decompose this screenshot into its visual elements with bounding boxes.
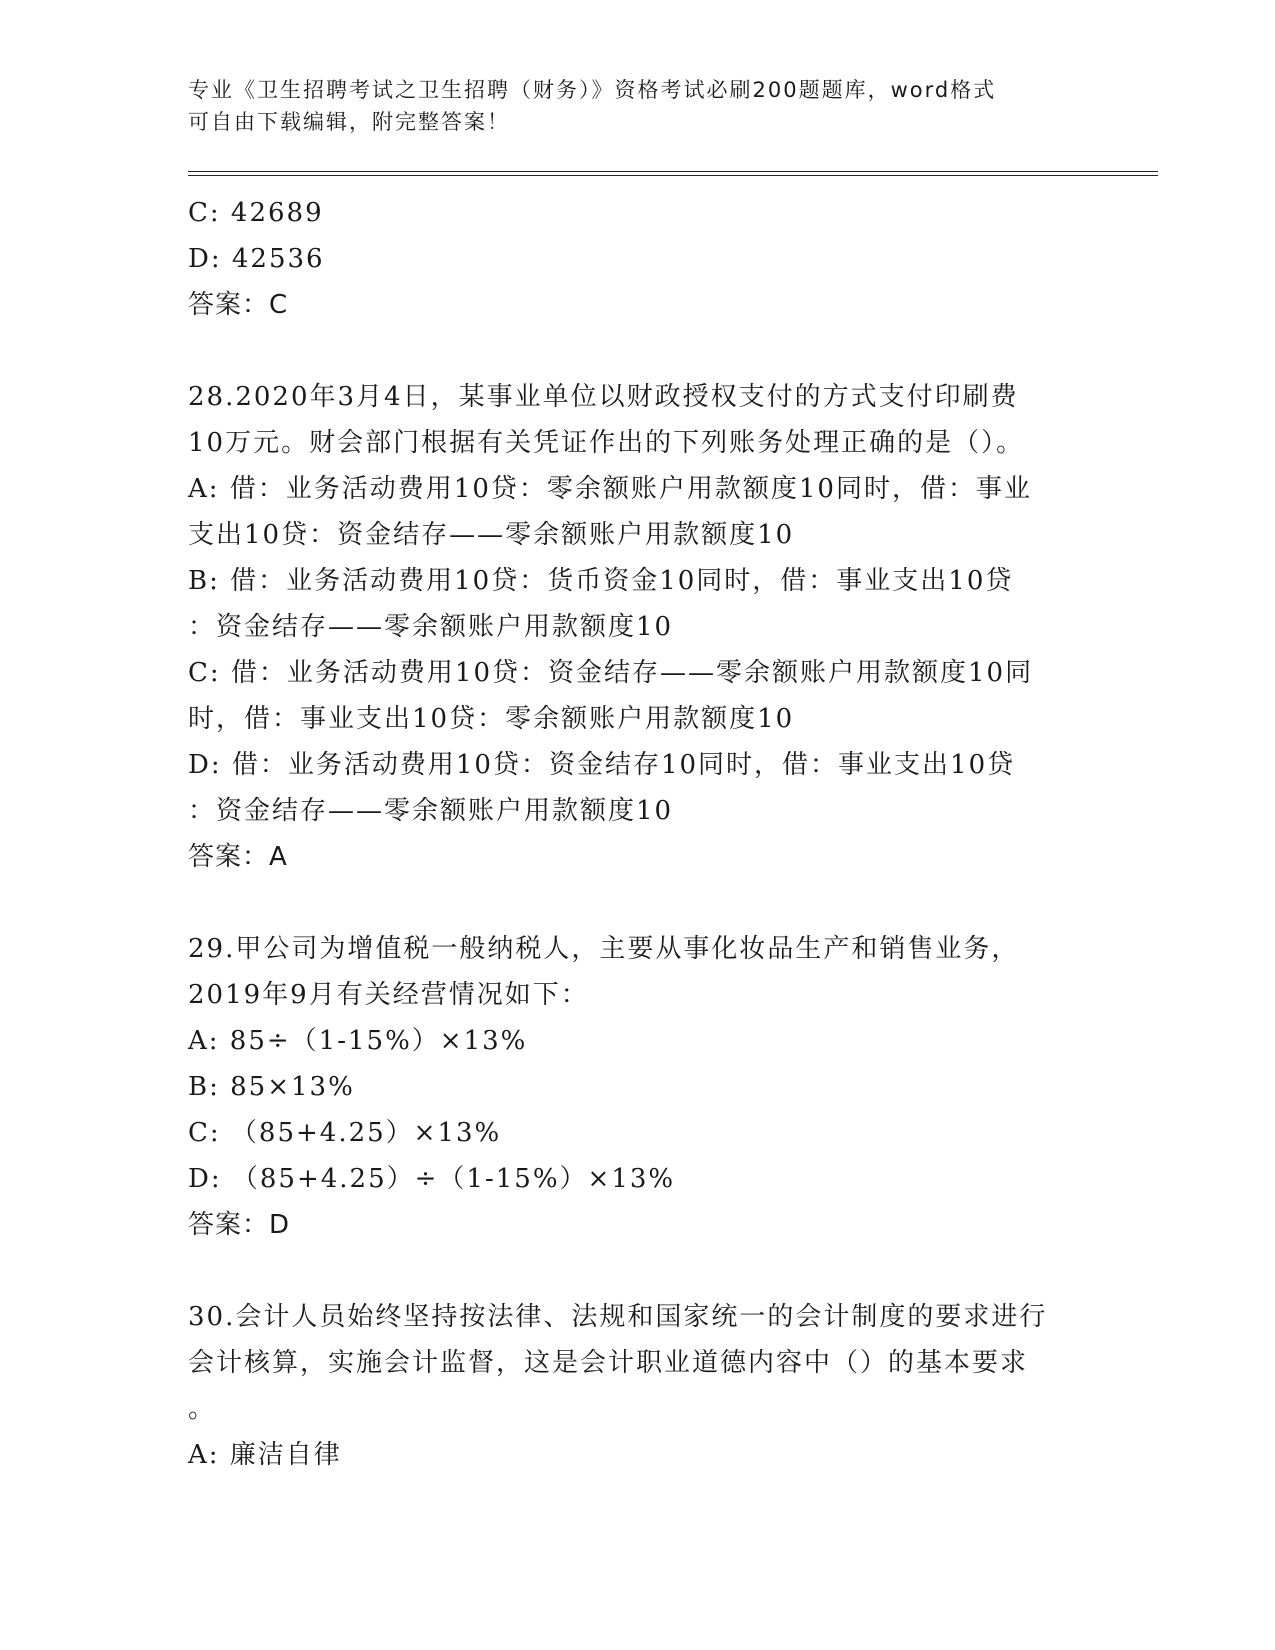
option-c: C: 借：业务活动费用10贷：资金结存——零余额账户用款额度10同 [188,658,1034,688]
option-c: C: 42689 [188,198,324,228]
option-a: A: 廉洁自律 [188,1440,342,1470]
answer-line: 答案：A [188,842,288,872]
header-title-line-1: 专业《卫生招聘考试之卫生招聘（财务）》资格考试必刷200题题库，word格式 [188,78,997,102]
question-stem: 30.会计人员始终坚持按法律、法规和国家统一的会计制度的要求进行 [188,1302,1048,1332]
answer-line: 答案：C [188,290,289,320]
header-divider-bottom [188,175,1158,176]
option-b: B: 借：业务活动费用10贷：货币资金10同时，借：事业支出10贷 [188,566,1014,596]
question-stem: 10万元。财会部门根据有关凭证作出的下列账务处理正确的是（）。 [188,428,1025,458]
option-d: D: 借：业务活动费用10贷：资金结存10同时，借：事业支出10贷 [188,750,1016,780]
page-header [188,74,1088,138]
question-30 [188,1294,1088,1478]
question-29 [188,926,1088,1248]
question-28 [188,374,1088,880]
spacer [188,880,1088,926]
question-stem: 会计核算，实施会计监督，这是会计职业道德内容中（）的基本要求 [188,1348,1029,1378]
option-c-continued: 时，借：事业支出10贷：零余额账户用款额度10 [188,704,795,734]
option-a: A: 借：业务活动费用10贷：零余额账户用款额度10同时，借：事业 [188,474,1032,504]
question-stem: 28.2020年3月4日，某事业单位以财政授权支付的方式支付印刷费 [188,382,1019,412]
question-stem: 。 [188,1394,217,1424]
answer-line: 答案：D [188,1210,291,1240]
question-stem: 29.甲公司为增值税一般纳税人，主要从事化妆品生产和销售业务， [188,934,1020,964]
spacer [188,328,1088,374]
header-divider-top [188,171,1158,172]
option-d-continued: ：资金结存——零余额账户用款额度10 [188,796,674,826]
option-b: B: 85×13% [188,1072,355,1102]
spacer [188,1248,1088,1294]
option-a: A: 85÷（1-15%）×13% [188,1026,528,1056]
document-body [188,190,1088,1478]
question-stem: 2019年9月有关经营情况如下： [188,980,589,1010]
header-title-line-2: 可自由下载编辑，附完整答案！ [188,110,510,134]
question-27-tail [188,190,1088,328]
option-a-continued: 支出10贷：资金结存——零余额账户用款额度10 [188,520,795,550]
option-c: C: （85+4.25）×13% [188,1118,502,1148]
option-d: D: 42536 [188,244,325,274]
option-b-continued: ：资金结存——零余额账户用款额度10 [188,612,674,642]
option-d: D: （85+4.25）÷（1-15%）×13% [188,1164,676,1194]
